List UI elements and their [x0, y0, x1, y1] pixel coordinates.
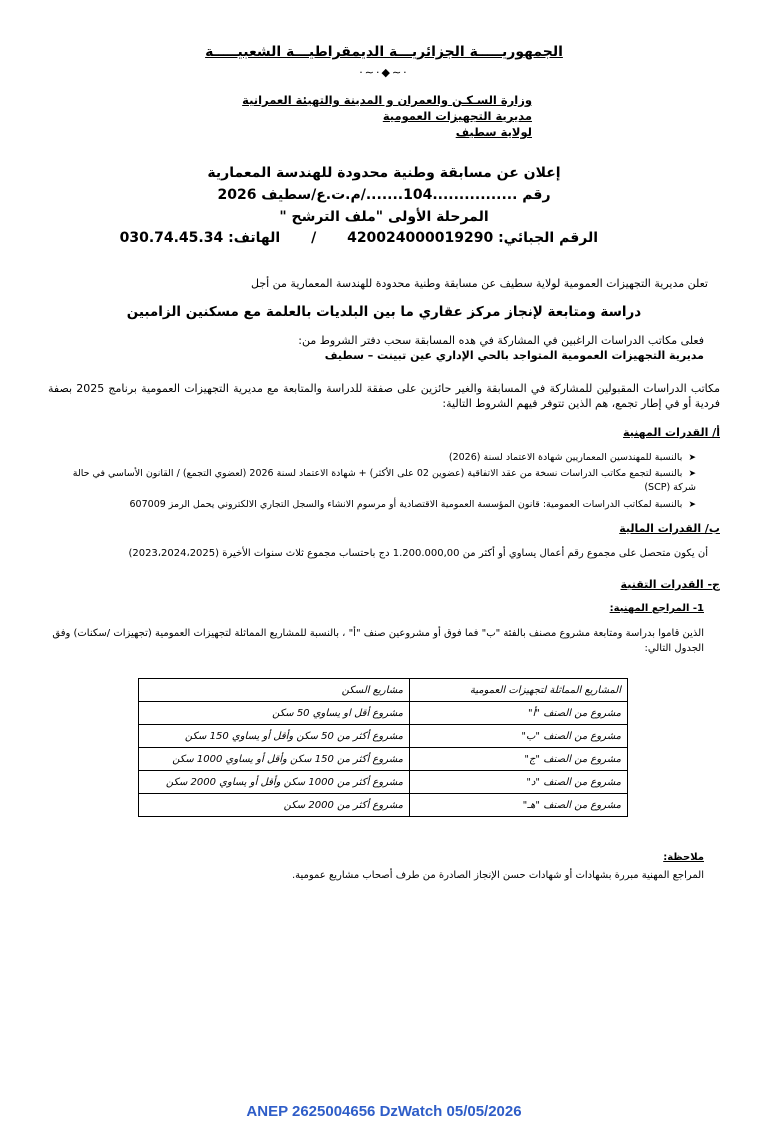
list-item: ➤بالنسبة للمهندسين المعماريين شهادة الاعتماد لسنة (2026): [448, 452, 696, 463]
table-cell: مشروع أكثر من 50 سكن وأقل أو يساوي 150 سكن: [139, 725, 410, 748]
note-heading: ملاحظة:: [663, 852, 704, 863]
technical-text: الذين قاموا بدراسة ومتابعة مشروع مصنف بالفئة "ب" فما فوق أو مشروعين صنف "أ" ، بالنسبة للمشاريع المماثلة لتجهيزات العمومية (تجهيزات /سكنات) وفق الجدول التالي:: [52, 628, 704, 654]
table-cell: مشروع أكثر من 150 سكن وأقل أو يساوي 1000 سكن: [139, 748, 410, 771]
ornament-divider: ·∽◆·∽·: [359, 66, 409, 79]
table-header-cell: مشاريع السكن: [139, 679, 410, 702]
table-row: [139, 702, 628, 725]
phone-number: الهاتف: 030.74.45.34: [119, 230, 281, 246]
list-item: ➤بالنسبة لمكاتب الدراسات العمومية: قانون المؤسسة العمومية الاقتصادية أو مرسوم الانشاء والسجل التجاري الالكتروني يحمل الرمز 607009: [129, 499, 696, 510]
ministry-block: [242, 92, 532, 140]
projects-table: [138, 678, 628, 817]
table-cell: مشروع من الصنف "د": [410, 771, 628, 794]
ids-separator: /: [311, 230, 317, 246]
arrow-bullet-icon: ➤: [688, 500, 696, 510]
arrow-bullet-icon: ➤: [688, 469, 696, 479]
wilaya-name: لولاية سطيف: [455, 125, 532, 139]
table-cell: مشروع أكثر من 1000 سكن وأقل أو يساوي 2000 سكن: [139, 771, 410, 794]
intro-paragraph: تعلن مديرية التجهيزات العمومية لولاية سطيف عن مسابقة وطنية محدودة للهندسة المعمارية من أجل: [250, 277, 708, 290]
project-title: دراسة ومتابعة لإنجاز مركز عقاري ما بين البلديات بالعلمة مع مسكنين الزامبين: [126, 304, 642, 320]
professional-list: [56, 451, 696, 512]
announcement-title: إعلان عن مسابقة وطنية محدودة للهندسة المعمارية: [207, 165, 561, 181]
requirements-paragraph: مكاتب الدراسات المقبولين للمشاركة في المسابقة والغير حائزين على صفقة للدراسة والمتابعة مع مديرية التجهيزات العمومية برنامج 2025 بصفة فردية أو في إطار تجمع، هم الذين تتوفر فيهم الشروط التالية:: [48, 382, 720, 410]
arrow-bullet-icon: ➤: [688, 453, 696, 463]
directorate-name: مديرية التجهيزات العمومية: [382, 109, 532, 123]
table-row: [139, 771, 628, 794]
technical-heading: ج- القدرات التقنية: [620, 578, 720, 591]
announcement-phase: المرحلة الأولى "ملف الترشح ": [279, 209, 489, 225]
references-heading: 1- المراجع المهنية:: [609, 603, 704, 614]
announcement-number: رقم ................104......./م.ت.ع/سطيف 2026: [217, 187, 551, 203]
list-item: ➤بالنسبة لتجمع مكاتب الدراسات نسخة من عقد الاتفاقية (عضوين 02 على الأكثر) + شهادة الاعتماد لسنة 2026 (لعضوي التجمع) / القانون الأساسي في حالة شركة (SCP): [72, 468, 696, 493]
tax-id: الرقم الجبائي: 420024000019290: [347, 230, 598, 246]
table-cell: مشروع أكثر من 2000 سكن: [139, 794, 410, 817]
republic-heading: الجمهوريـــــة الجزائريـــة الديمقراطيـــة الشعبيـــــة: [205, 44, 563, 60]
table-cell: مشروع من الصنف "ب": [410, 725, 628, 748]
table-cell: مشروع من الصنف "هـ": [410, 794, 628, 817]
table-cell: مشروع من الصنف "ج": [410, 748, 628, 771]
financial-heading: ب/ القدرات المالية: [619, 522, 720, 535]
note-text: المراجع المهنية مبررة بشهادات أو شهادات حسن الإنجاز الصادرة من طرف أصحاب مشاريع عمومية.: [291, 870, 704, 881]
table-row: [139, 748, 628, 771]
table-cell: مشروع من الصنف "أ": [410, 702, 628, 725]
professional-heading: أ/ القدرات المهنية: [623, 426, 720, 439]
ids-line: [120, 230, 598, 246]
financial-text: أن يكون متحصل على مجموع رقم أعمال يساوي أو أكثر من 1.200.000,00 دج باحتساب مجموع ثلاث سنوات الأخيرة (2023،2024،2025): [128, 548, 708, 559]
withdraw-place: مديرية التجهيزات العمومية المتواجد بالحي الإداري عين تبينت – سطيف: [324, 349, 704, 362]
call-paragraph: فعلى مكاتب الدراسات الراغبين في المشاركة في هده المسابقة سحب دفتر الشروط من:: [298, 334, 704, 347]
table-cell: مشروع أقل او يساوي 50 سكن: [139, 702, 410, 725]
table-row: [139, 794, 628, 817]
announcement-title-block: [0, 162, 768, 228]
anep-footer: ANEP 2625004656 DzWatch 05/05/2026: [246, 1103, 522, 1120]
table-header-cell: المشاريع المماثلة لتجهيزات العمومية: [410, 679, 628, 702]
ministry-name: وزارة السـكـن والعمران و المدينة والتهيئة العمرانية: [242, 93, 532, 107]
table-row: [139, 725, 628, 748]
table-header-row: [139, 679, 628, 702]
